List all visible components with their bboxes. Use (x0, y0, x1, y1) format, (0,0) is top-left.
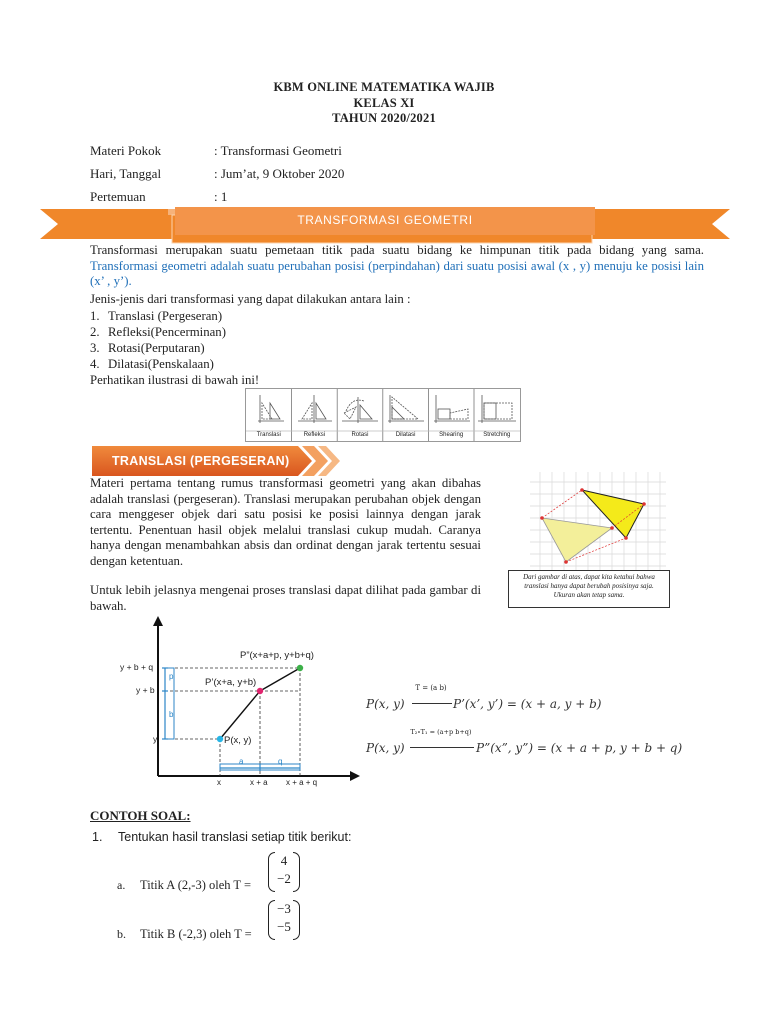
meta-label-tanggal: Hari, Tanggal (90, 166, 162, 181)
question-1b-text: Titik B (-2,3) oleh T = (140, 927, 252, 941)
graph-label-p2: P”(x+a+p, y+b+q) (240, 650, 314, 661)
doc-year: TAHUN 2020/2021 (332, 111, 436, 125)
meta-value-pertemuan: : 1 (214, 189, 228, 204)
meta-value-tanggal: : Jum’at, 9 Oktober 2020 (214, 166, 345, 181)
intro-blue-text: Transformasi geometri adalah suatu perubahan posisi (perpindahan) dari suatu posisi awal (x , y) menuju ke posisi lain (x’ , y’). (90, 258, 704, 288)
vector-a-bottom: −2 (277, 871, 291, 886)
graph-seg-a: a (239, 757, 244, 766)
illustration-label-rotasi: Rotasi (351, 432, 369, 438)
graph-ytick: y + b (136, 685, 155, 695)
graph-seg-q: q (278, 757, 283, 766)
illustration-label-stretching: Stretching (483, 432, 511, 438)
intro-perhatikan: Perhatikan ilustrasi di bawah ini! (90, 373, 260, 387)
vector-b-bottom: −5 (277, 919, 291, 934)
intro-text: Transformasi merupakan suatu pemetaan titik pada suatu bidang ke himpunan titik pada bidang yang sama. (90, 243, 704, 257)
meta-label-pertemuan: Pertemuan (90, 189, 146, 204)
translasi-paragraph: Materi pertama tentang rumus transformasi geometri yang akan dibahas adalah translasi (pergeseran). Translasi merupakan perubahan objek dengan cara menggeser objek dari satu posisi ke posisi lainnya dengan jarak tertentu. Penentuan hasil objek melalui translasi cukup mudah. Caranya hanya dengan menambahkan absis dan ordinat dengan jarak tertentu sesuai dengan ketentuan. (90, 476, 481, 568)
translation-coordinate-graph (110, 616, 360, 796)
list-item: 1. Translasi (Pergeseran) (90, 309, 223, 323)
formula-1-operator: T = (a b) (415, 684, 447, 692)
question-1a-text: Titik A (2,-3) oleh T = (140, 878, 252, 892)
graph-label-p0: P(x, y) (224, 735, 252, 746)
contoh-soal-title: CONTOH SOAL: (90, 808, 191, 823)
figure-caption-box (508, 570, 670, 608)
question-1b-label: b. (117, 927, 126, 941)
graph-xtick: x + a + q (286, 778, 318, 787)
graph-label-p1: P’(x+a, y+b) (205, 677, 257, 688)
illustration-label-translasi: Translasi (256, 432, 281, 438)
graph-seg-p: p (169, 672, 174, 681)
graph-xtick: x (217, 778, 221, 787)
doc-class: KELAS XI (353, 96, 415, 110)
graph-xtick: x + a (250, 778, 268, 787)
vector-b (268, 900, 304, 940)
translation-triangle-figure (530, 472, 666, 572)
intro-jenis: Jenis-jenis dari transformasi yang dapat dilakukan antara lain : (90, 292, 411, 306)
formula-2-operator: T₂∘T₁ = (a+p b+q) (410, 728, 472, 736)
formula-1-left: P(x, y) (366, 697, 405, 711)
banner-title: TRANSFORMASI GEOMETRI (297, 213, 473, 227)
formula-2-left: P(x, y) (366, 741, 405, 755)
vector-a-right-paren (293, 852, 300, 892)
translasi-paragraph-2: Untuk lebih jelasnya mengenai proses translasi dapat dilihat pada gambar di bawah. (90, 583, 481, 613)
figure-caption: Dari gambar di atas, dapat kita ketahui bahwa translasi hanya dapat berubah posisinya saja. Ukuran akan tetap sama. (523, 573, 655, 599)
illustration-label-refleksi: Refleksi (303, 432, 326, 438)
illustration-label-dilatasi: Dilatasi (395, 432, 416, 438)
formula-1-right: P’(x’, y’) = (x + a, y + b) (453, 697, 602, 711)
list-item: 2. Refleksi(Pencerminan) (90, 325, 226, 339)
vector-a (268, 852, 304, 892)
intro-paragraph (90, 243, 704, 290)
section-title-translasi: TRANSLASI (PERGESERAN) (112, 454, 290, 468)
formula-1-arrow (412, 703, 452, 704)
vector-a-top: 4 (280, 853, 288, 868)
vector-b-top: −3 (277, 901, 291, 916)
question-1-text: Tentukan hasil translasi setiap titik berikut: (118, 830, 352, 844)
formula-2-arrow (410, 747, 474, 748)
list-item: 4. Dilatasi(Penskalaan) (90, 357, 214, 371)
graph-seg-b: b (169, 710, 174, 719)
transform-list (90, 308, 226, 372)
question-1-number: 1. (92, 830, 103, 844)
question-1a-label: a. (117, 878, 126, 892)
formula-2-right: P”(x”, y”) = (x + a + p, y + b + q) (476, 741, 683, 755)
list-item: 3. Rotasi(Perputaran) (90, 341, 205, 355)
meta-value-materi: : Transformasi Geometri (214, 143, 342, 158)
graph-ytick: y + b + q (120, 662, 154, 672)
graph-ytick: y (153, 734, 158, 744)
vector-b-right-paren (293, 900, 300, 940)
illustration-label-shearing: Shearing (439, 432, 464, 438)
transform-illustration (245, 388, 521, 442)
doc-title: KBM ONLINE MATEMATIKA WAJIB (273, 80, 495, 94)
meta-label-materi: Materi Pokok (90, 143, 162, 158)
